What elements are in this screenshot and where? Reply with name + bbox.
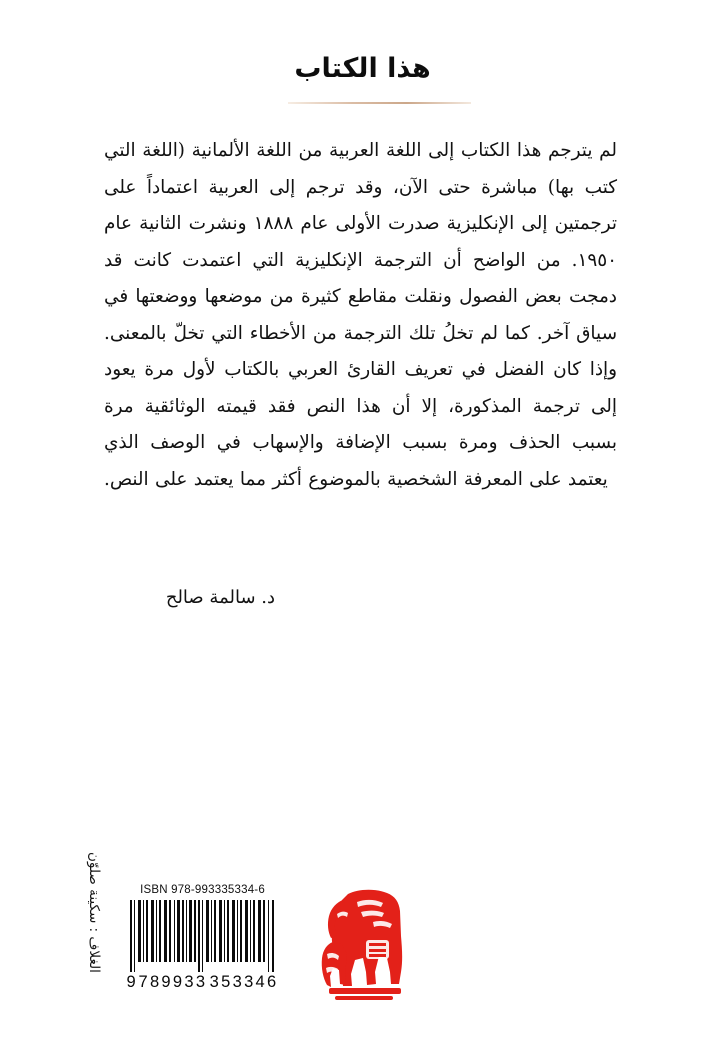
author-signature: د. سالمة صالح <box>165 587 275 608</box>
paragraph-1: لم يترجم هذا الكتاب إلى اللغة العربية من اللغة الألمانية (اللغة التي كتب بها) مباشرة حتى الآن، وقد ترجم إلى العربية اعتماداً على ترجمتين إلى الإنكليزية صدرت الأولى عام ١٨٨٨ ونشرت الثانية عام ١٩٥٠. من الواضح أن الترجمة الإنكليزية التي اعتمدت كانت قد دمجت بعض الفصول ونقلت مقاطع كثيرة من موضعها ووضعتها في سياق آخر. كما لم تخلُ تلك الترجمة من الأخطاء التي تخلّ بالمعنى. <box>104 140 617 344</box>
page-title: هذا الكتاب <box>294 53 431 84</box>
title-underline-rule <box>288 102 471 104</box>
barcode-lead-digit: 9 <box>126 973 137 991</box>
body-text-block <box>104 133 617 498</box>
barcode-group-left: 789933 <box>138 973 208 991</box>
publisher-stamp-logo <box>317 884 414 1006</box>
barcode-digits <box>127 973 279 992</box>
isbn-barcode-block <box>120 884 285 992</box>
title-block <box>0 52 725 86</box>
paragraph-2: وإذا كان الفضل في تعريف القارئ العربي بالكتاب لأول مرة يعود إلى ترجمة المذكورة، إلا أن هذا النص فقد قيمته الوثائقية مرة بسبب الحذف ومرة بسبب الإضافة والإسهاب في الوصف الذي يعتمد على المعرفة الشخصية بالموضوع أكثر مما يعتمد على النص. <box>104 359 617 490</box>
cover-credit-vertical-text <box>79 852 105 1017</box>
barcode-bars <box>127 900 279 972</box>
barcode-group-right: 353346 <box>209 973 279 991</box>
isbn-label: ISBN 978-993335334-6 <box>140 884 265 896</box>
cover-credit-label: الغلاف : سكينة صلوّن <box>86 852 102 973</box>
